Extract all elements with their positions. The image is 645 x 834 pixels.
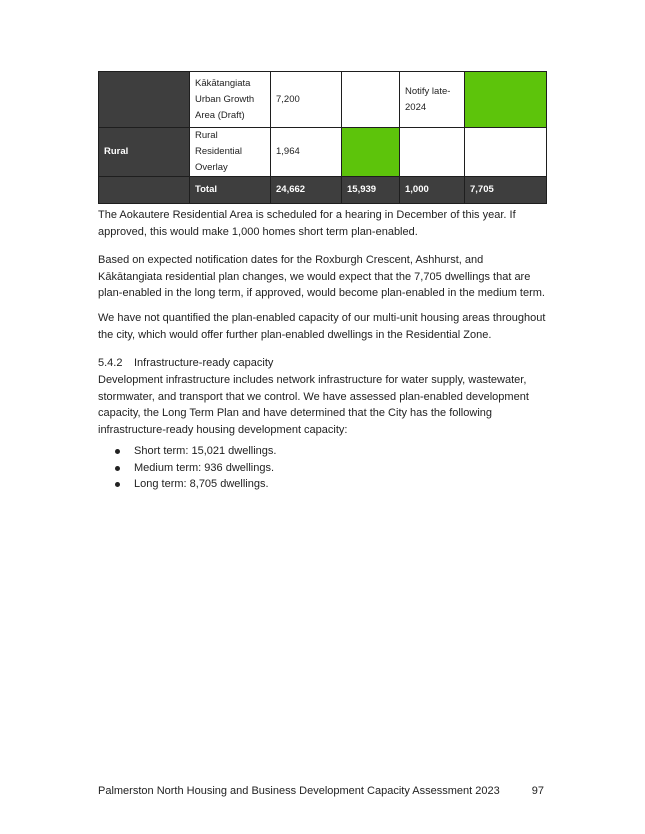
bullet-icon [115, 466, 120, 471]
category-cell [99, 72, 190, 128]
page-number: 97 [531, 785, 544, 797]
list-item-text: Long term: 8,705 dwellings. [134, 478, 269, 490]
total-row-category-cell [99, 177, 190, 204]
section-number: 5.4.2 [98, 357, 123, 369]
long-term-green-cell [465, 72, 547, 128]
section-body: Development infrastructure includes network infrastructure for water supply, wastewater, stormwater, and transport that we control. We have assessed plan-enabled development capacity, the Long Term Plan and have determined that the City has the following infrastructure-ready housing development capacity: [98, 374, 529, 436]
paragraph-notification-dates: Based on expected notification dates for the Roxburgh Crescent, Ashhurst, and Kākātangiata residential plan changes, we would expect that the 7,705 dwellings that are plan-enabled in the long term, if approved, would become plan-enabled in the medium term. [98, 254, 545, 299]
list-item [98, 476, 548, 493]
paragraph-aokautere: The Aokautere Residential Area is scheduled for a hearing in December of this year. If approved, this would make 1,000 homes short term plan-enabled. [98, 209, 516, 238]
list-item [98, 460, 548, 477]
paragraph-multi-unit: We have not quantified the plan-enabled capacity of our multi-unit housing areas throughout the city, which would offer further plan-enabled dwellings in the Residential Zone. [98, 312, 546, 341]
total-short-term-value: 15,939 [342, 177, 400, 204]
section-heading [98, 355, 548, 372]
capacity-bullet-list [98, 443, 548, 493]
footer-title: Palmerston North Housing and Business Development Capacity Assessment 2023 [98, 785, 500, 797]
short-term-cell [342, 72, 400, 128]
area-cell: Rural Residential Overlay [190, 128, 271, 177]
page-footer [98, 783, 548, 799]
total-dwellings-value: 24,662 [271, 177, 342, 204]
area-cell: Kākātangiata Urban Growth Area (Draft) [190, 72, 271, 128]
total-cell: 7,200 [271, 72, 342, 128]
list-item [98, 443, 548, 460]
total-long-term-value: 7,705 [465, 177, 547, 204]
total-label: Total [190, 177, 271, 204]
table-row [99, 72, 547, 128]
section-title: Infrastructure-ready capacity [134, 357, 274, 369]
table-row [99, 128, 547, 177]
long-term-cell [465, 128, 547, 177]
category-cell: Rural [99, 128, 190, 177]
short-term-green-cell [342, 128, 400, 177]
bullet-icon [115, 482, 120, 487]
total-cell: 1,964 [271, 128, 342, 177]
table-total-row [99, 177, 547, 204]
capacity-table [98, 71, 547, 204]
total-medium-term-value: 1,000 [400, 177, 465, 204]
medium-term-cell [400, 128, 465, 177]
list-item-text: Short term: 15,021 dwellings. [134, 445, 277, 457]
list-item-text: Medium term: 936 dwellings. [134, 461, 275, 474]
bullet-icon [115, 449, 120, 454]
medium-term-cell: Notify late-2024 [400, 72, 465, 128]
